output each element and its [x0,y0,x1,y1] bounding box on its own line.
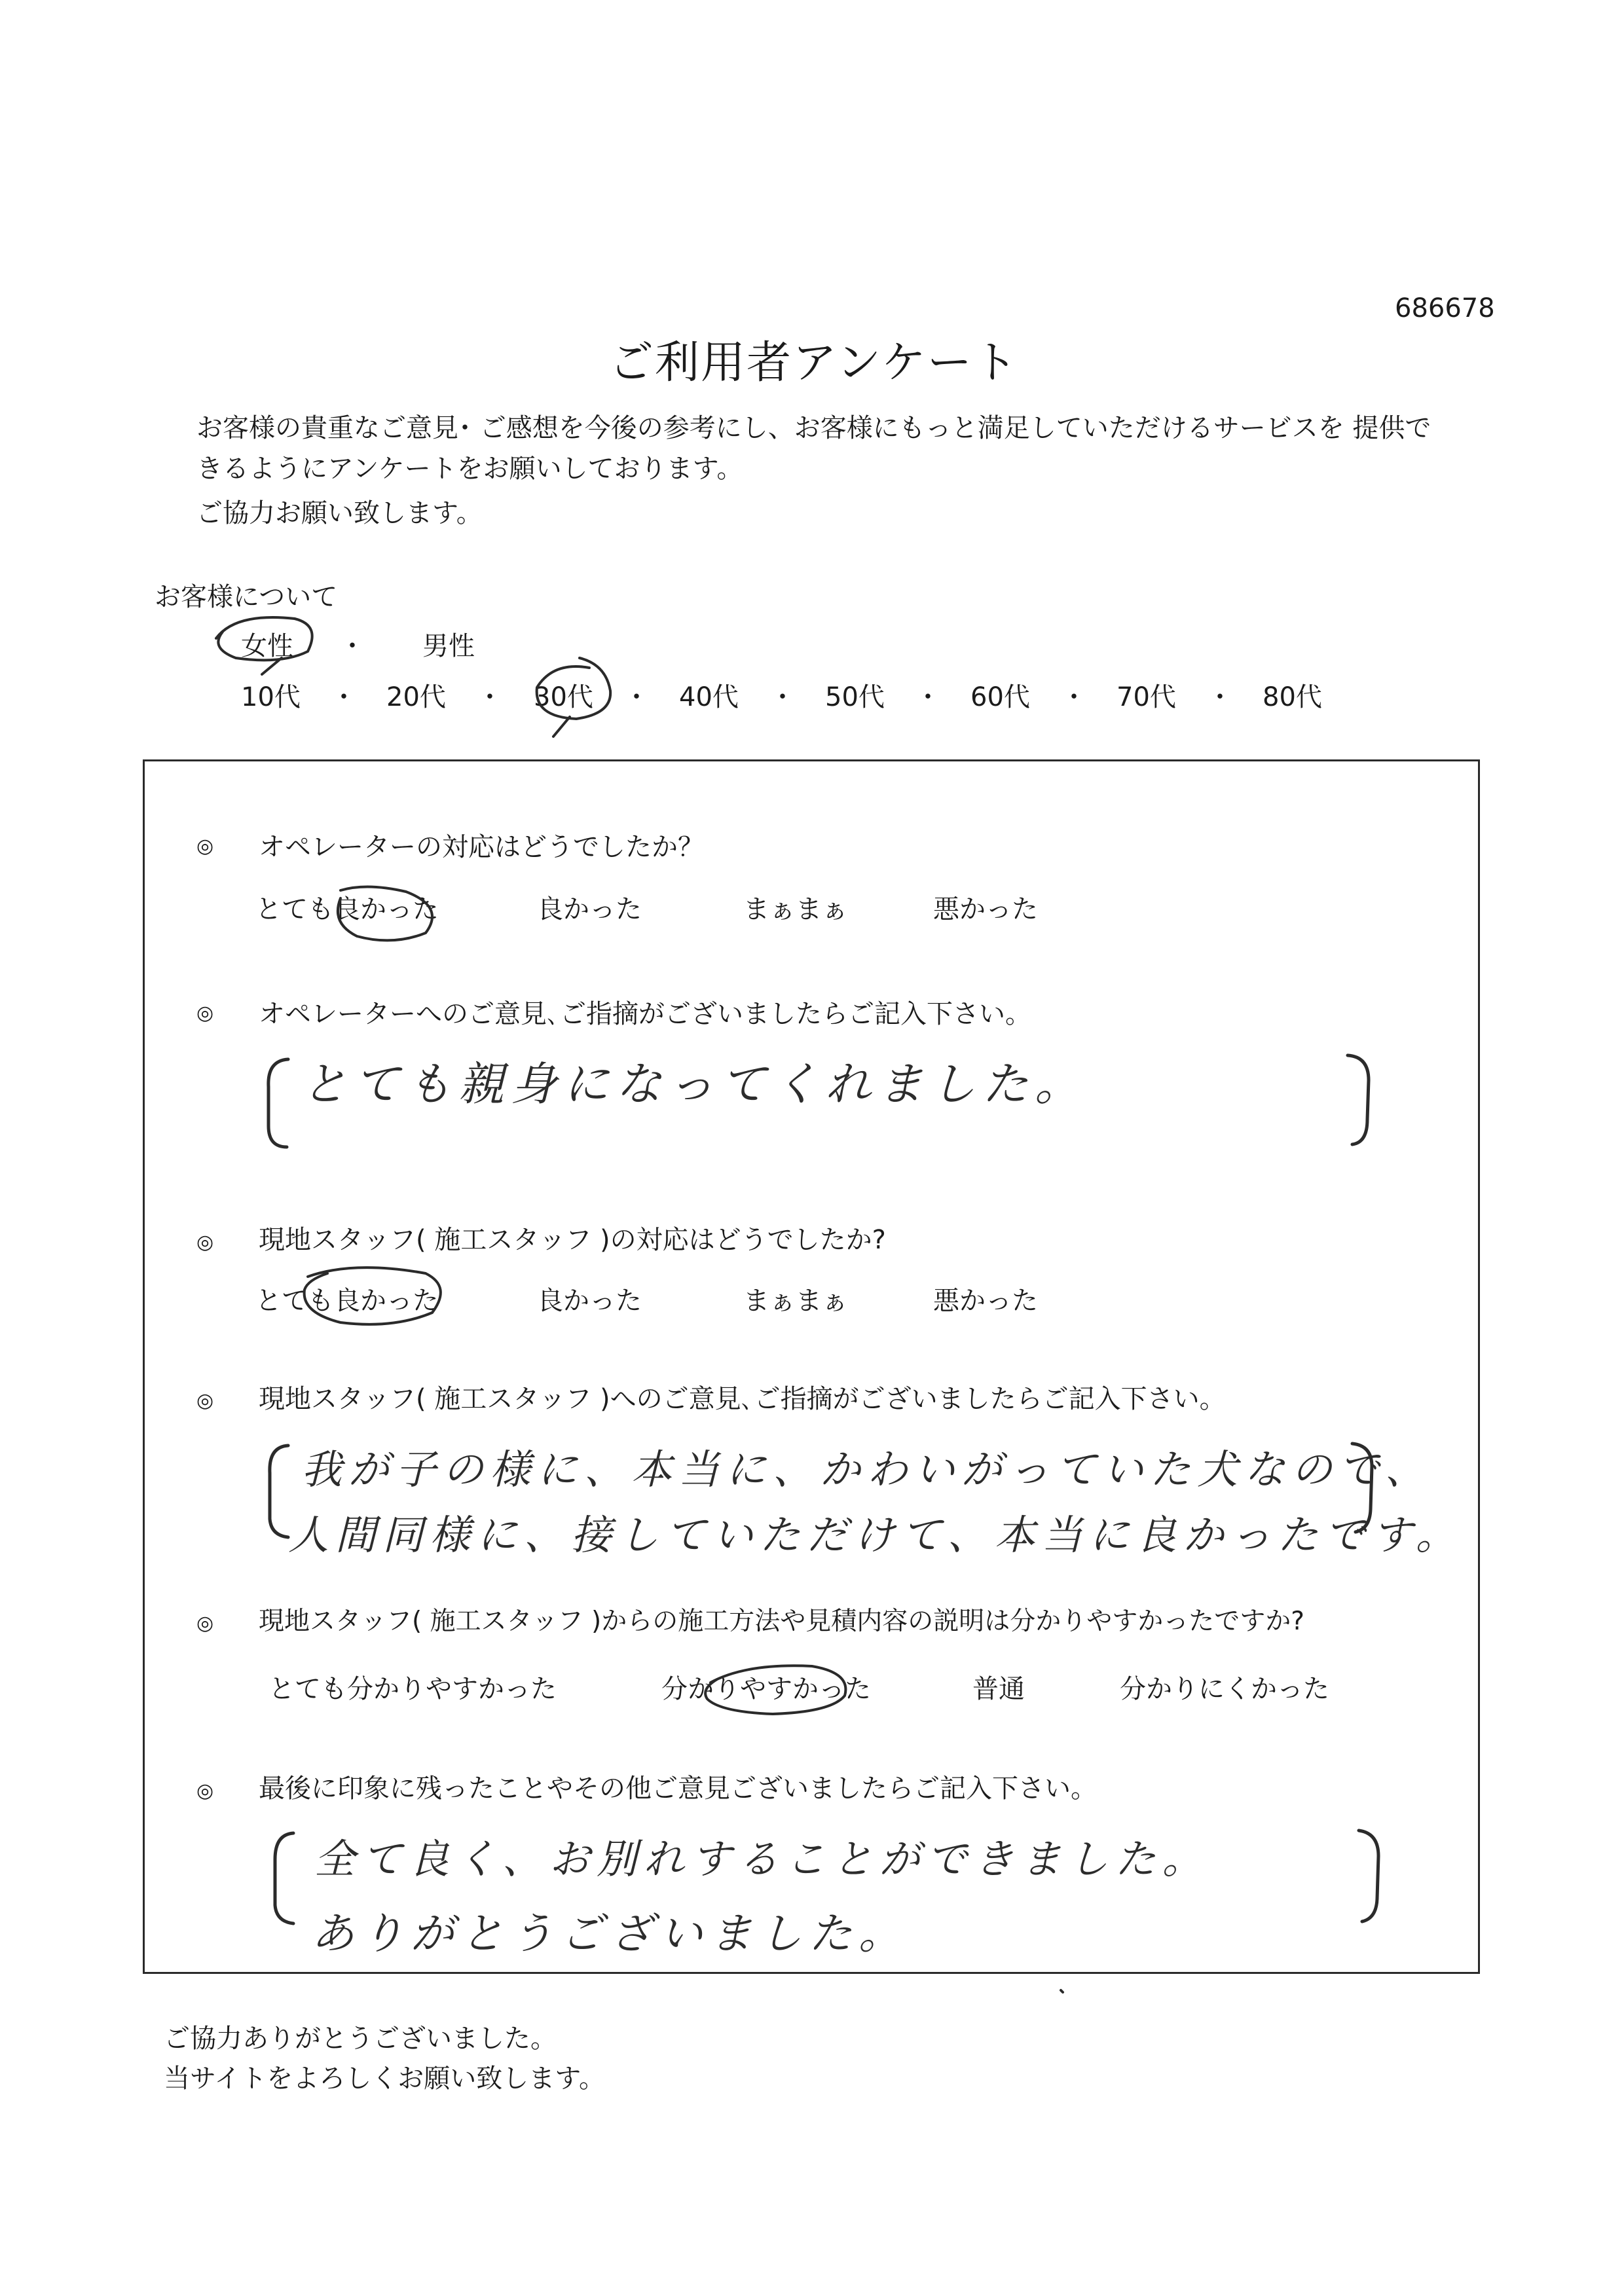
q5-choice-clear[interactable]: 分かりやすかった [661,1674,871,1704]
separator: ・ [331,682,357,712]
q4-handwritten-answer-line-2: 人間同様に、接していただけて、本当に良かったです。 [288,1511,1463,1559]
customer-heading: お客様について [155,582,338,612]
q1-choice-very-good[interactable]: とても良かった [255,894,439,924]
separator: ・ [769,682,796,712]
q2-right-bracket [1348,1055,1369,1144]
separator: ・ [623,682,650,712]
separator: ・ [339,631,365,661]
intro-line-1: お客様の貴重なご意見･ ご感想を今後の参考にし、お客様にもっと満足していただけるサービスを 提供で [196,413,1431,443]
bullet-icon: ◎ [196,1389,214,1412]
q3-choice-good[interactable]: 良かった [537,1286,642,1316]
age-option-50s[interactable]: 50代 [825,682,885,712]
closing-line-1: ご協力ありがとうございました。 [164,2024,557,2054]
q4-left-bracket [270,1446,288,1537]
q5-choice-unclear[interactable]: 分かりにくかった [1120,1674,1329,1704]
gender-option-male[interactable]: 男性 [422,631,475,661]
separator: ・ [1061,682,1087,712]
bullet-icon: ◎ [196,1779,214,1802]
question-5-text: 現地スタッフ( 施工スタッフ )からの施工方法や見積内容の説明は分かりやすかったですか? [259,1607,1304,1636]
q6-left-bracket [275,1833,293,1923]
bullet-icon: ◎ [196,1002,214,1025]
q4-right-bracket [1352,1444,1372,1532]
separator: ・ [1207,682,1233,712]
age-option-80s[interactable]: 80代 [1263,682,1322,712]
q1-choice-bad[interactable]: 悪かった [933,894,1038,924]
intro-line-2: きるようにアンケートをお願いしております。 [196,454,743,484]
bullet-icon: ◎ [196,1612,214,1635]
closing-line-2: 当サイトをよろしくお願い致します。 [164,2064,605,2094]
separator: ・ [915,682,941,712]
q6-handwritten-answer-line-1: 全て良く、お別れすることができました。 [314,1835,1209,1883]
bullet-icon: ◎ [196,1231,214,1254]
q3-choice-very-good[interactable]: とても良かった [255,1286,439,1316]
q6-right-bracket [1359,1831,1378,1922]
age-option-30s[interactable]: 30代 [534,682,593,712]
age-option-40s[interactable]: 40代 [679,682,739,712]
age-option-10s[interactable]: 10代 [241,682,301,712]
question-1-text: オペレーターの対応はどうでしたか？ [259,832,704,862]
page-title: ご利用者アンケート [609,337,1019,389]
q3-choice-so-so[interactable]: まぁまぁ [743,1286,848,1316]
document-id: 686678 [1395,293,1495,323]
age-option-20s[interactable]: 20代 [386,682,446,712]
q5-choice-normal[interactable]: 普通 [972,1674,1025,1704]
q3-choice-bad[interactable]: 悪かった [933,1286,1038,1316]
question-2-text: オペレーターへのご意見､ご指摘がございましたらご記入下さい。 [259,999,1031,1029]
question-4-text: 現地スタッフ( 施工スタッフ )へのご意見､ご指摘がございましたらご記入下さい。 [259,1384,1226,1414]
age-option-70s[interactable]: 70代 [1116,682,1176,712]
gender-option-female[interactable]: 女性 [241,631,293,661]
age-option-60s[interactable]: 60代 [970,682,1030,712]
q1-choice-good[interactable]: 良かった [537,894,642,924]
q5-choice-very-clear[interactable]: とても分かりやすかった [268,1674,557,1704]
q4-handwritten-answer-line-1: 我が子の様に、本当に、かわいがっていた犬なので、 [301,1446,1432,1493]
question-3-text: 現地スタッフ( 施工スタッフ )の対応はどうでしたか? [259,1225,886,1255]
q2-left-bracket [268,1059,288,1147]
q2-handwritten-answer: とても親身になってくれました。 [301,1057,1087,1111]
separator: ・ [477,682,503,712]
q1-choice-so-so[interactable]: まぁまぁ [743,894,848,924]
q6-handwritten-answer-line-2: ありがとうございました。 [311,1908,908,1959]
question-6-text: 最後に印象に残ったことやその他ご意見ございましたらご記入下さい。 [259,1774,1097,1804]
bullet-icon: ◎ [196,835,214,858]
intro-line-3: ご協力お願い致します。 [196,498,483,528]
